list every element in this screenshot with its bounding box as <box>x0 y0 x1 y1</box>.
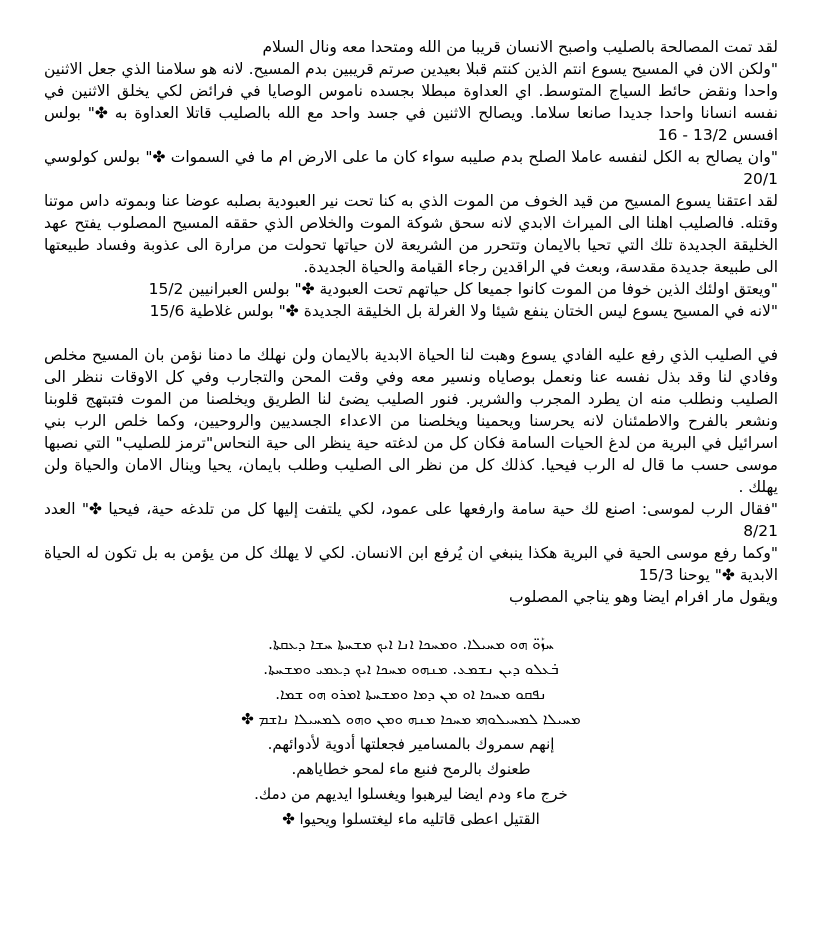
syriac-verse: ܚܙܰܘ̈ ܗܘ ܡܚܝܠܐ. ܘܡܚܟܐ ܐܢܐ ܐܝܟ ܡܫܚܬܐ ܚܫܐ ܕܥܩܬܐ. <box>268 635 554 653</box>
arabic-verse: طعنوك بالرمح فنبع ماء لمحو خطاياهم. <box>291 760 531 778</box>
arabic-verse: خرج ماء ودم ايضا ليرهبوا ويغسلوا ايديهم من دمك. <box>254 785 568 803</box>
paragraph-liberation <box>44 190 778 322</box>
quote-john: "وكما رفع موسى الحية في البرية هكذا ينبغي ان يُرفع ابن الانسان. لكي لا يهلك كل من يؤمن به بل تكون له الحياة الابدية ✤" يوحنا 15/3 <box>44 544 778 584</box>
arabic-verse: إنهم سمروك بالمسامير فجعلتها أدوية لأدوائهم. <box>267 735 555 753</box>
paragraph-reconciliation <box>44 36 778 190</box>
ephrem-poem <box>44 632 778 832</box>
quote-galatians: "لانه في المسيح يسوع ليس الختان ينفع شيئا ولا الغرلة بل الخليقة الجديدة ✤" بولس غلاطية 15/6 <box>149 302 778 320</box>
text-block: لقد اعتقنا يسوع المسيح من قيد الخوف من الموت الذي به كنا تحت نير العبودية بصلبه عوضا عنا وبموته داس موتنا وقتله. فالصليب اهلنا الى الميراث الابدي لانه سحق شوكة الموت والخلاص الذي حققه المسيح المصلوب يفتح عهد الخليقة الجديدة تلك التي تحيا بالايمان وتتحرر من الشريعة لان حياتها تحولت من مرارة الى عذوبة وفساد طبيعتها الى طبيعة جديدة مقدسة، وبعث في الراقدين رجاء القيامة والحياة الجديدة. <box>44 192 778 276</box>
quote-colossians: "وان يصالح به الكل لنفسه عاملا الصلح بدم صليبه سواء كان ما على الارض ام ما في السموات ✤" بولس كولوسي 20/1 <box>44 148 778 188</box>
paragraph-spacer <box>44 322 778 344</box>
syriac-verse: ܒ̇ܥܠܘ ܕܝܢ ܢܫܡܥ. ܡܢܗܘ ܡܚܟܐ ܐܝܟ ܕܥܡܝ ܘܡܫܚܬܐ. <box>263 660 559 678</box>
arabic-verse: القتيل اعطى قاتليه ماء ليغتسلوا ويحيوا ✤ <box>282 810 540 828</box>
text-block: في الصليب الذي رفع عليه الفادي يسوع وهبت لنا الحياة الابدية بالايمان ولن نهلك ما دمنا نؤمن بان المسيح مخلص وفادي لنا وقد بذل نفسه عنا ونعمل بوصاياه ونسير معه وفي وقت المحن والتجارب وفي كل الاوقات ننظر الى الصليب ونطلب منه ان يطرد المجرب والشرير. فنور الصليب يضئ لنا الطريق ويخلصنا من الموت فتبتهج قلوبنا ونشعر بالفرح والاطمئنان لانه يحرسنا ويحمينا ويخلصنا من الاعداء الجسديين والروحيين، وكما خلص الرب بني اسرائيل في البرية من لدغ الحيات السامة فكان كل من لدغته حية ينظر الى حية النحاس"ترمز للصليب" التي نصبها موسى حسب ما قال له الرب فيحيا. كذلك كل من نظر الى الصليب وطلب بايمان، يحيا وينال الامان والحياة ولن يهلك . <box>44 346 778 496</box>
text-line: ويقول مار افرام ايضا وهو يناجي المصلوب <box>509 588 778 606</box>
quote-hebrews: "ويعتق اولئك الذين خوفا من الموت كانوا جميعا كل حياتهم تحت العبودية ✤" بولس العبرانيين 15/2 <box>148 280 778 298</box>
quote-numbers: "فقال الرب لموسى: اصنع لك حية سامة وارفعها على عمود، لكي يلتفت إليها كل من تلدغه حية، فيحيا ✤" العدد 8/21 <box>44 500 778 540</box>
quote-ephesians: "ولكن الان في المسيح يسوع انتم الذين كنتم قبلا بعيدين صرتم قريبين بدم المسيح. لانه هو سلامنا الذي جعل الاثنين واحدا ونقض حائط السياج المتوسط. اي العداوة مبطلا بجسده ناموس الوصايا في فرائض لكي يخلق الاثنين في نفسه انسانا واحدا جديدا صانعا سلاما. ويصالح الاثنين في جسد واحد مع الله بالصليب قاتلا العداوة به ✤" بولس افسس 13/2 - 16 <box>44 60 778 144</box>
syriac-verse: ܡܚܝܠܐ ܠܡܚܝܠܘܗܝ ܡܚܟܐ ܡܢܗ ܘܡܢ ܘܗܘ ܠܡܚܝܠܐ ܢܐܫܡ ✤ <box>241 710 581 728</box>
paragraph-eternal-life <box>44 344 778 608</box>
text-line: لقد تمت المصالحة بالصليب واصبح الانسان قريبا من الله ومتحدا معه ونال السلام <box>262 38 778 56</box>
syriac-verse: ܢܦܩܘ ܡܚܟܐ ܐܘ ܡܢ ܕܡܐ ܘܡܫܚܬܐ ܐܡܪܘ ܗܘ ܫܡܐ. <box>275 685 547 703</box>
